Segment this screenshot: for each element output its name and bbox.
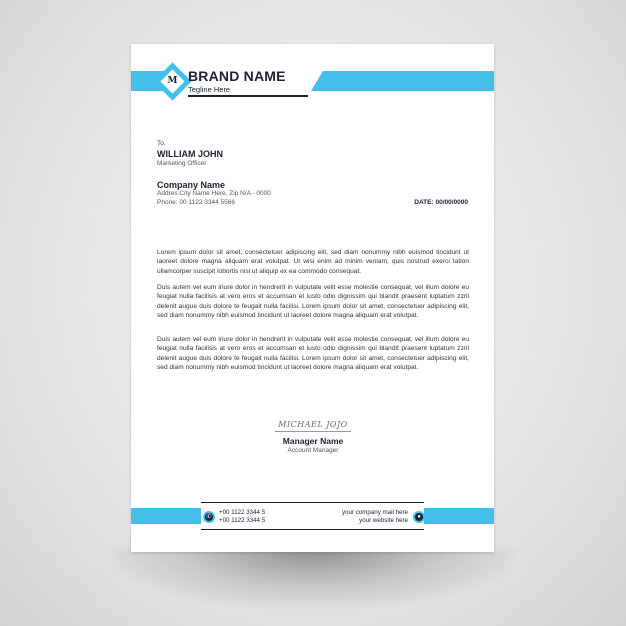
footer-phone-1: +00 1122 3344 5	[219, 509, 266, 516]
page-shadow	[112, 548, 514, 608]
globe-icon: ●	[413, 511, 425, 523]
header-accent-right	[311, 71, 494, 91]
letterhead-page	[131, 44, 494, 552]
body-paragraph: Lorem ipsum dolor sit amet, consectetuer adipiscing elit, sed diam nonummy nibh euismod tincidunt ut laoreet dolore magna aliquam erat volutpat. Ut wisi enim ad minim veniam, quis nostrud exerci tation ullamcorper suscipit lobortis nisl ut aliquip ex ea commodo consequat.	[157, 249, 469, 275]
recipient-name: WILLIAM JOHN	[157, 149, 223, 159]
footer-phone-2: +00 1122 3344 5	[219, 517, 266, 524]
footer-website: your website here	[359, 517, 408, 524]
company-address: Addres:City Name Here, Zip N/A - 0000	[157, 190, 271, 197]
signer-title: Account Manager	[287, 447, 339, 454]
body-paragraph: Duis autem vel eum iriure dolor in hendrerit in vulputate velit esse molestie consequat, vel illum dolore eu feugiat nulla facilisis at vero eros et accumsan et iusto odio dignissim qui blandit praesent luptatum zzril delenit augue duis dolore te feugait nulla facilisi. Lorem ipsum dolor sit amet, consectetuer adipiscing elit, sed diam nonummy nibh euismod tincidunt ut laoreet dolore magna aliquam erat volutpat.	[157, 284, 469, 319]
body-paragraph: Duis autem vel eum iriure dolor in hendrerit in vulputate velit esse molestie consequat, vel illum dolore eu feugiat nulla facilisis at vero eros et accumsan et iusto odio dignissim qui blandit praesent luptatum zzril delenit augue duis dolore te feugait nulla facilisi. Lorem ipsum dolor sit amet, consectetuer adipiscing elit, sed diam nonummy nibh euismod tincidunt ut laoreet dolore magna aliquam erat volutpat.	[157, 336, 469, 371]
letter-date: DATE: 00/00/0000	[414, 199, 468, 206]
company-phone: Phone: 00 1122 3344 5566	[157, 199, 235, 206]
logo-monogram: M	[167, 76, 178, 86]
brand-tagline: Tegline Here	[188, 85, 231, 94]
footer-email: your company mail here	[341, 509, 408, 516]
footer-accent-right	[424, 508, 494, 524]
signer-name: Manager Name	[282, 436, 344, 446]
company-name: Company Name	[157, 180, 226, 190]
footer-accent-left	[131, 508, 201, 524]
phone-icon: ✆	[203, 511, 215, 523]
signature-script: MICHAEL JOJO	[278, 420, 348, 429]
signature-line	[275, 431, 351, 432]
recipient-title: Marketing Officer	[157, 160, 207, 167]
brand-name: BRAND NAME	[188, 68, 286, 84]
brand-underline	[188, 95, 308, 97]
to-label: To,	[157, 140, 166, 147]
